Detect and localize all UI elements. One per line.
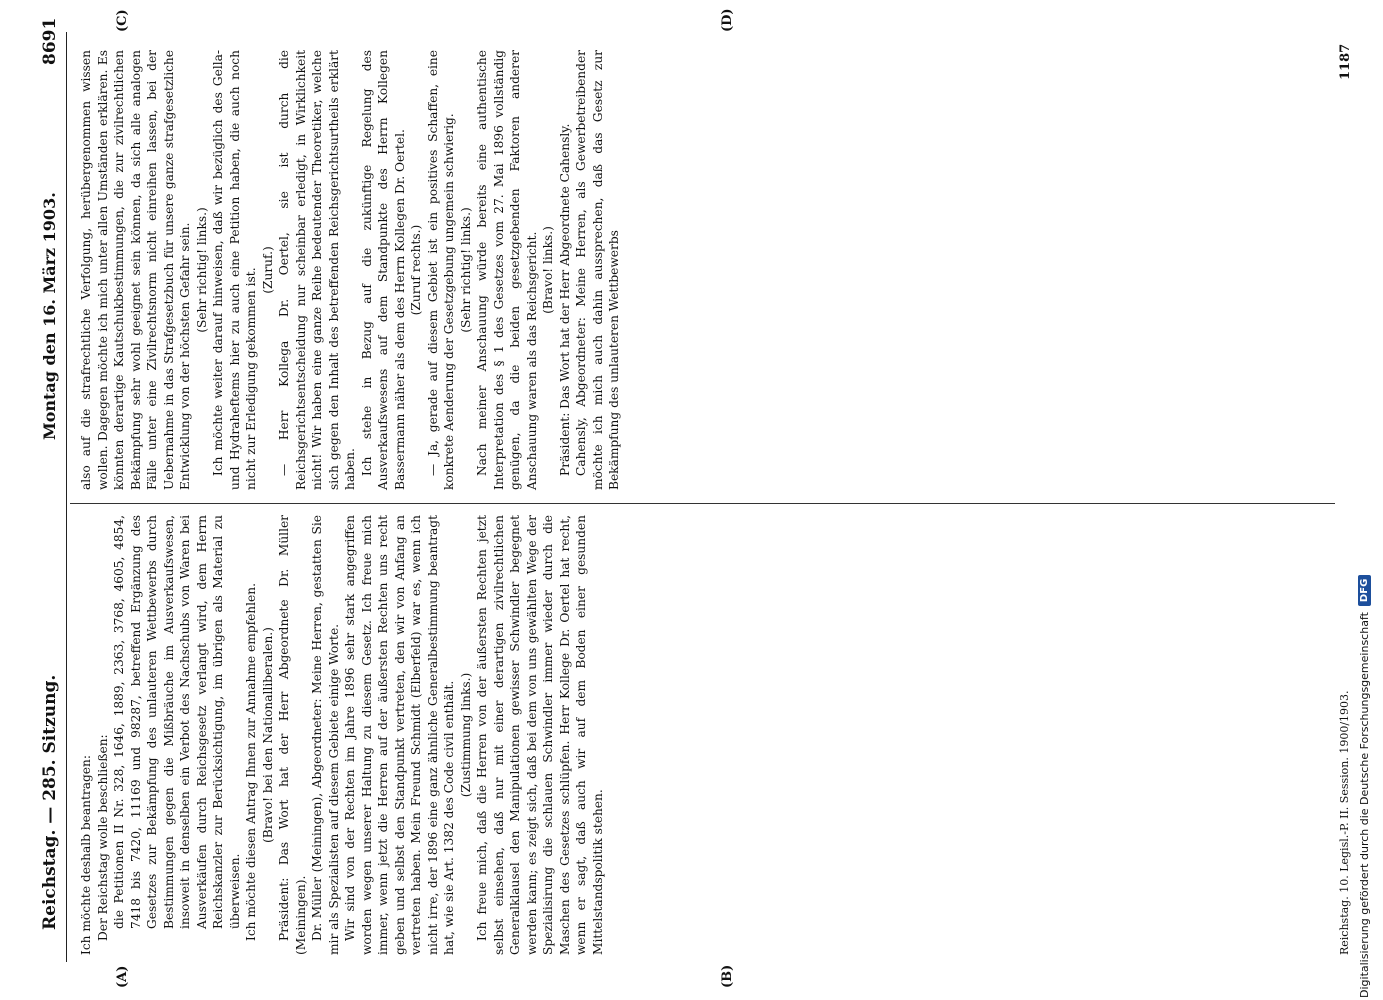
footer-session: Reichstag. 10. Legisl.-P. II. Session. 1900/1903. — [1338, 690, 1351, 955]
motion-text: die Petitionen II Nr. 328, 1646, 1889, 2363, 3768, 4605, 4854, 7418 bis 7420, 11169 und 98287, betreffend Ergänzung des Gesetzes zur Bekämpfung des unlauteren Wettbewerbs durch Bestimmungen gegen die Mißbräuche im Ausverkaufswesen, insoweit in denselben ein Verbot des Nachschubs von Waren bei Ausverkäufen durch Reichsgesetz verlangt wird, dem Herrn Reichskanzler zur Berücksichtigung, im übrigen als Material zu überweisen. — [112, 515, 242, 929]
margin-mark-c: (C) — [115, 9, 130, 32]
interjection: (Sehr richtig! links.) — [458, 207, 473, 333]
speaker-line: Präsident: Das Wort hat der Herr Abgeordnete Cahensly. — [557, 123, 572, 476]
interjection: (Zuruf.) — [260, 246, 275, 294]
speaker-line: Dr. Müller (Meiningen), Abgeordneter: Meine Herren, gestatten Sie mir als Spezialisten auf diesem Gebiete einige Worte. — [310, 515, 341, 955]
header-date: Montag den 16. März 1903. — [40, 192, 59, 440]
dfg-logo: DFG — [1358, 575, 1371, 606]
paragraph: Ich möchte weiter darauf hinweisen, daß wir bezüglich des Gella- und Hydraheftems hier zu auch eine Petition haben, die auch noch nicht zur Erledigung gekommen ist. — [211, 50, 258, 490]
margin-mark-d: (D) — [720, 8, 735, 32]
margin-mark-b: (B) — [720, 964, 735, 988]
paragraph: Ich möchte deshalb beantragen: — [79, 755, 93, 955]
paragraph: — Herr Kollega Dr. Oertel, sie ist durch die Reichsgerichtsentscheidung nur scheinbar erledigt, in Wirklichkeit nicht! Wir haben eine ganze Reihe bedeutender Theoretiker, welche sich gegen den Inhalt des betreffenden Reichsgerichtsurtheils erklärt haben. — [277, 50, 357, 490]
interjection: (Zuruf rechts.) — [409, 224, 423, 316]
left-column — [78, 515, 606, 955]
paragraph: also auf die strafrechtliche Verfolgung, herübergenommen wissen wollen. Dagegen möchte ich mich unter allen Umständen erklären. Es könnten derartige Kautschukbestimmungen, die zur zivilrechtlichen Bekämpfung sehr wohl geeignet sein können, da sich alle analogen Fälle unter eine Zivilrechtsnorm nicht einreihen lassen, bei der Uebernahme in das Strafgesetzbuch für unsere ganze strafgesetzliche Entwicklung von der höchsten Gefahr sein. — [79, 50, 192, 490]
dfg-funding-note: Digitalisierung gefördert durch die Deutsche Forschungsgemeinschaft — [1357, 612, 1371, 998]
header-left: Reichstag. — 285. Sitzung. — [40, 674, 60, 930]
paragraph: — Ja, gerade auf diesem Gebiet ist ein positives Schaffen, eine konkrete Aenderung der Gesetzgebung ungemein schwierig. — [425, 50, 456, 490]
paragraph: Ich freue mich, daß die Herren von der äußersten Rechten jetzt selbst einsehen, daß nur mit einer derartigen zivilrechtlichen Generalklausel den Manipulationen gewisser Schwindler begegnet werden kann; es zeigt sich, daß bei dem von uns gewählten Wege der Spezialisirung die schlauen Schwindler immer wieder durch die Maschen des Gesetzes schlüpfen. Herr Kollege Dr. Oertel hat recht, wenn er sagt, daß auch wir auf dem Boden einer gesunden Mittelstandspolitik stehen. — [475, 515, 605, 955]
paragraph: Ich möchte diesen Antrag Ihnen zur Annahme empfehlen. — [244, 583, 258, 941]
speaker-line: Präsident: Das Wort hat der Herr Abgeordnete Dr. Müller (Meiningen). — [277, 515, 308, 955]
paragraph: Wir sind von der Rechten im Jahre 1896 sehr stark angegriffen worden wegen unserer Haltung zu diesem Gesetz. Ich freue mich immer, wenn jetzt die Herren auf der äußersten Rechten uns recht geben und selbst den Standpunkt vertreten, den wir von Anfang an vertreten haben. Mein Freund Schmidt (Elberfeld) war es, wenn ich nicht irre, der 1896 eine ganz ähnliche Generalbestimmung beantragt hat, wie sie Art. 1382 des Code civil enthält. — [343, 515, 456, 955]
interjection: (Sehr richtig! links.) — [194, 207, 209, 333]
margin-mark-a: (A) — [115, 965, 130, 988]
interjection: (Bravo! bei den Nationalliberalen.) — [260, 627, 275, 843]
paragraph: Der Reichstag wolle beschließen: — [95, 734, 110, 941]
right-column — [78, 50, 623, 490]
speaker-line: Cahensly, Abgeordneter: Meine Herren, als Gewerbetreibender möchte ich mich auch dahin aussprechen, daß das Gesetz zur Bekämpfung des unlauteren Wettbewerbs — [574, 50, 621, 490]
column-divider — [70, 503, 1335, 504]
interjection: (Zustimmung links.) — [458, 672, 473, 798]
page-number: 8691 — [40, 17, 60, 65]
paragraph: Ich stehe in Bezug auf die zukünftige Regelung des Ausverkaufswesens auf dem Standpunkte des Herrn Kollegen Bassermann näher als dem des Herrn Kollegen Dr. Oertel. — [359, 50, 407, 490]
paragraph: Nach meiner Anschauung würde bereits eine authentische Interpretation des § 1 des Gesetzes vom 27. Mai 1896 vollständig genügen, da die beiden gesetzgebenden Faktoren anderer Anschauung waren als das Reichsgericht. — [475, 50, 539, 490]
footer-number: 1187 — [1338, 43, 1353, 80]
header-rule — [66, 32, 67, 962]
dfg-side-strip — [1354, 8, 1374, 998]
interjection: (Bravo! links.) — [541, 226, 555, 314]
